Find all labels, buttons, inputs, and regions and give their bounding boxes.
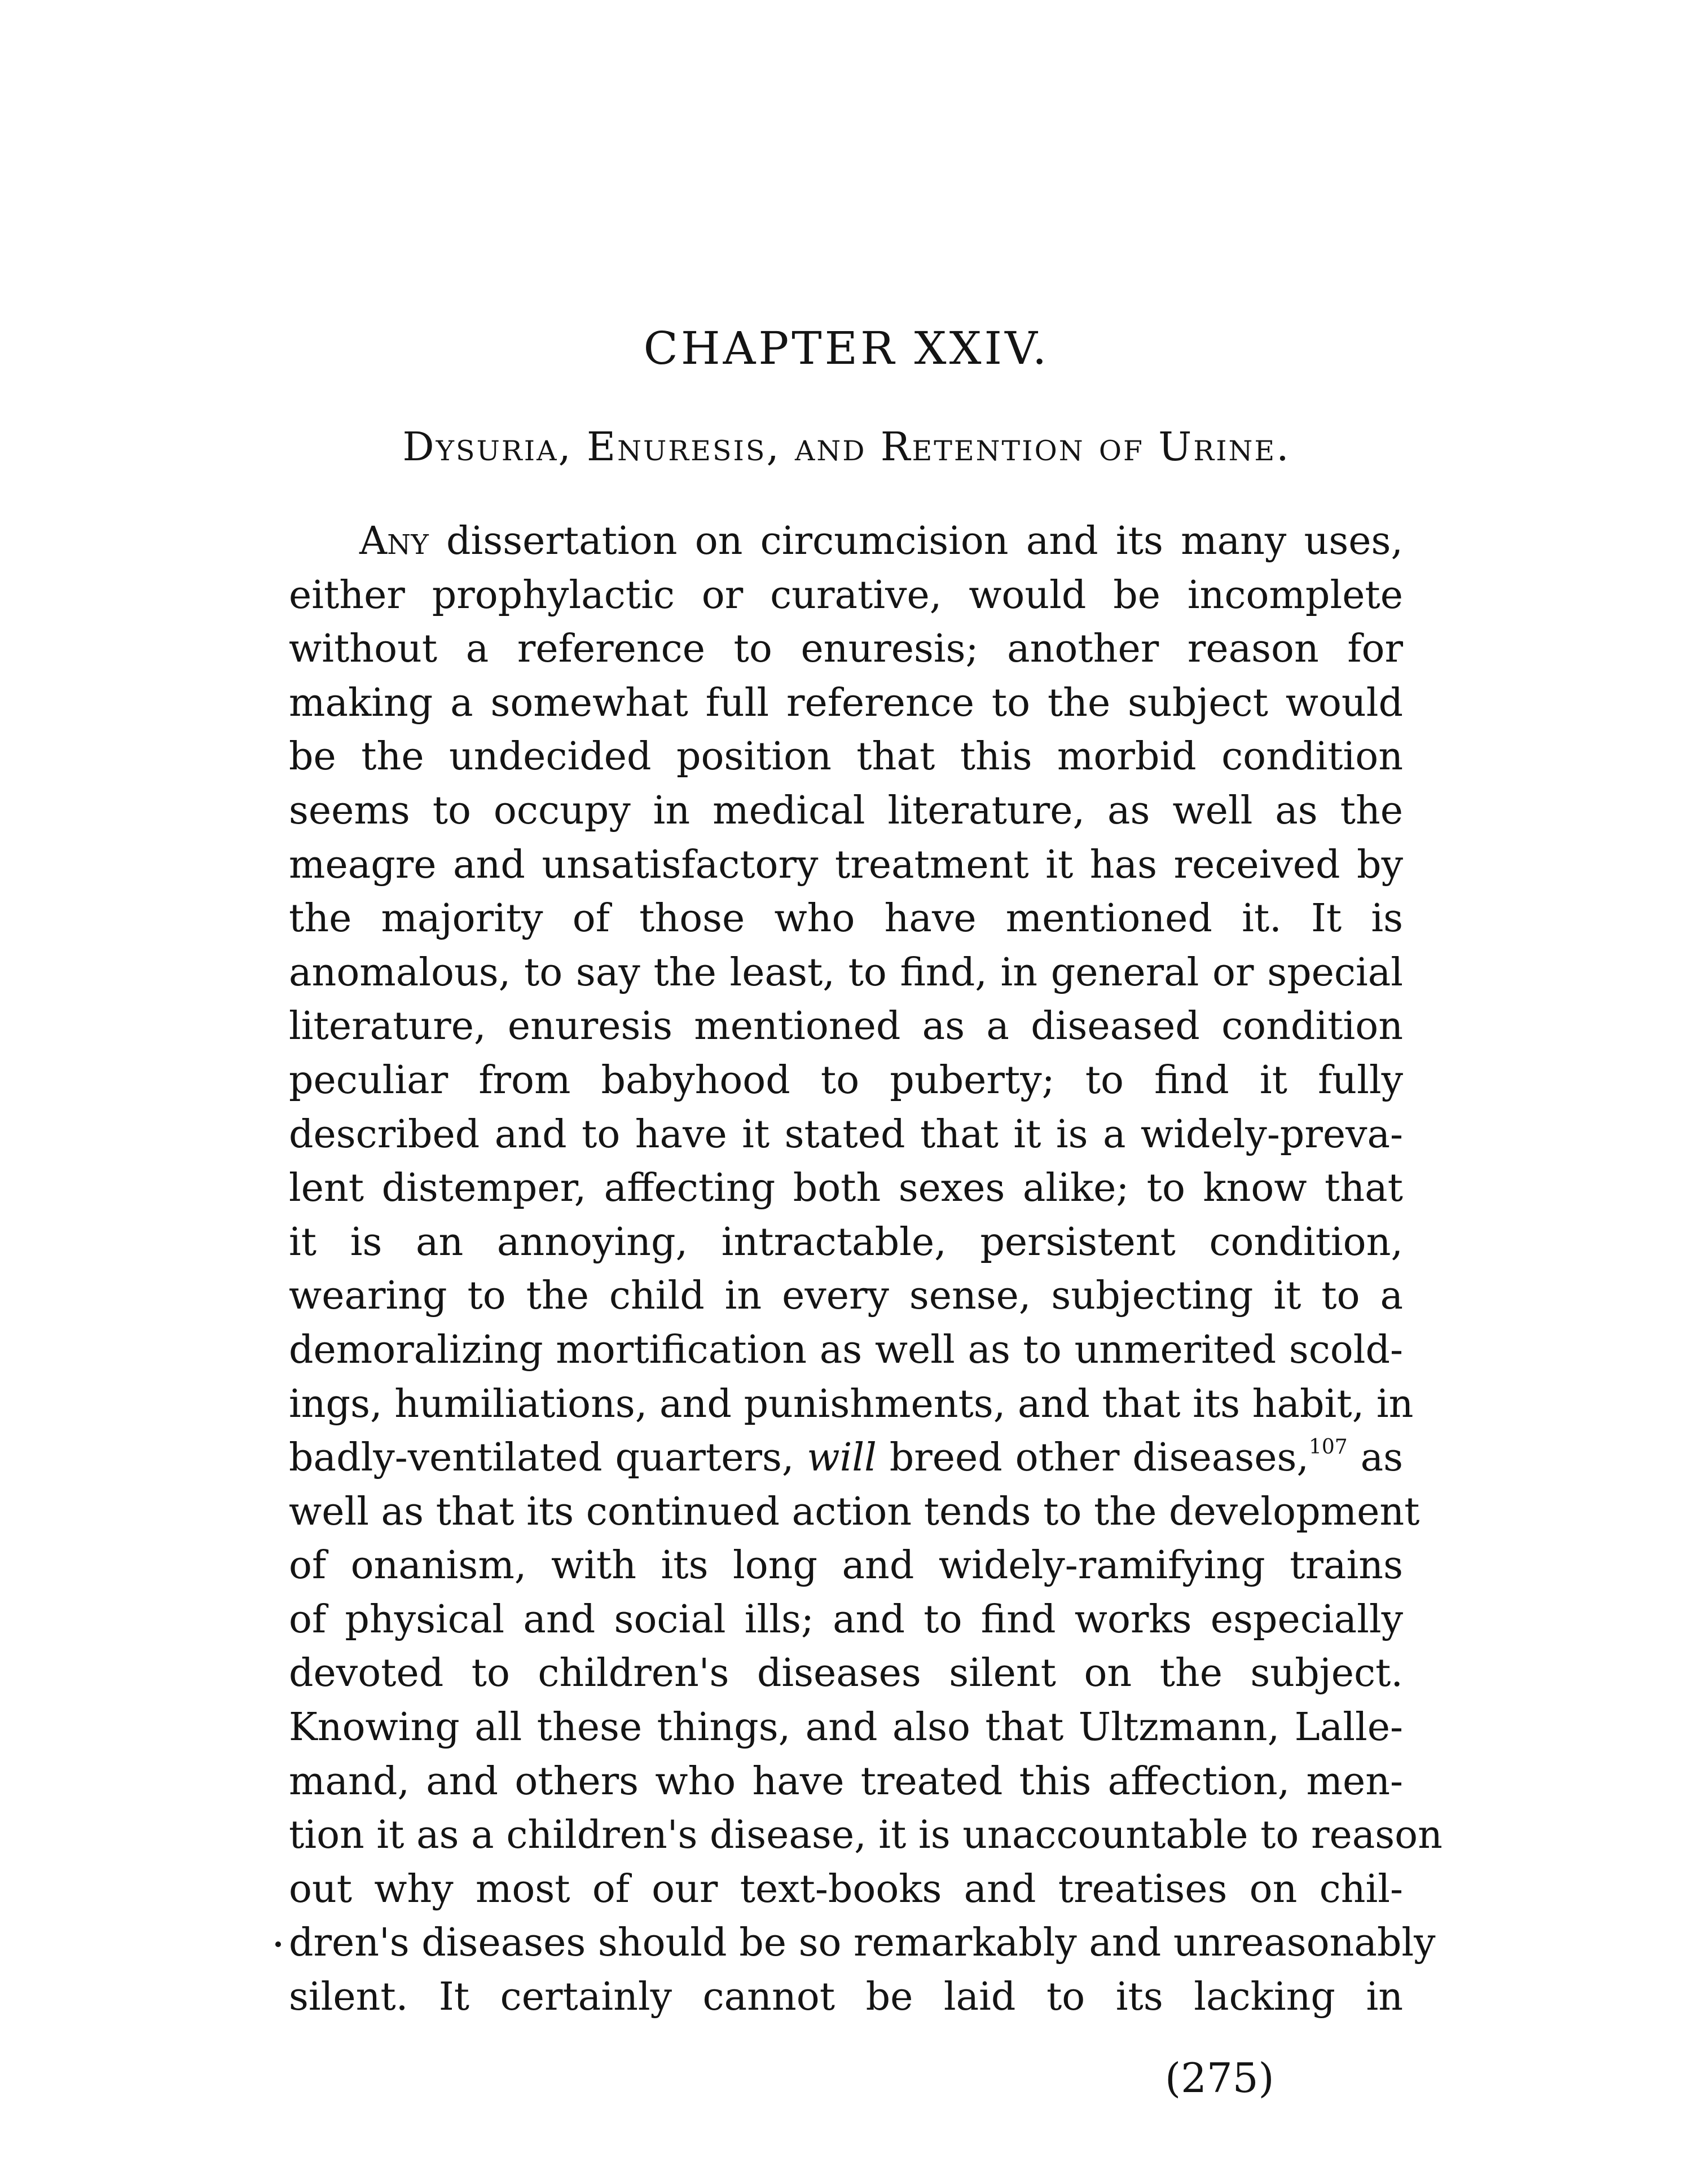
line-text: dissertation on circumcision and its many uses, [428,519,1403,563]
text-line: lent distemper, affecting both sexes alike; to know that [289,1166,1403,1211]
text-line: dren's diseases should be so remarkably and unreasonably [289,1921,1436,1966]
line-text: as [1347,1436,1404,1481]
text-line: wearing to the child in every sense, subjecting it to a [289,1274,1403,1319]
lead-word: Any [359,519,429,563]
text-line: be the undecided position that this morbid condition [289,734,1403,780]
text-line: tion it as a children's disease, it is unaccountable to reason [289,1813,1443,1858]
text-line: ings, humiliations, and punishments, and that its habit, in [289,1381,1414,1426]
text-line: Knowing all these things, and also that Ultzmann, Lalle- [289,1705,1403,1750]
italic-word: will [807,1436,877,1481]
text-line: meagre and unsatisfactory treatment it has received by [289,842,1403,887]
text-line: of onanism, with its long and widely-ramifying trains [289,1543,1403,1588]
chapter-title: CHAPTER XXIV. [643,322,1050,375]
print-speck [275,1941,281,1947]
text-line: seems to occupy in medical literature, as well as the [289,788,1403,833]
text-line: without a reference to enuresis; another reason for [289,627,1403,672]
text-line: demoralizing mortification as well as to unmerited scold- [289,1327,1403,1372]
text-line: anomalous, to say the least, to find, in general or special [289,950,1403,995]
text-line: of physical and social ills; and to find works especially [289,1597,1403,1642]
chapter-subtitle: Dysuria, Enuresis, and Retention of Urine. [402,424,1291,470]
text-line: mand, and others who have treated this affection, men- [289,1759,1403,1804]
text-line: making a somewhat full reference to the subject would [289,680,1403,725]
text-line: well as that its continued action tends to the development [289,1489,1420,1534]
line-text: breed other diseases, [876,1436,1309,1481]
text-line-with-footnote [289,1431,1403,1485]
footnote-reference[interactable]: 107 [1308,1436,1348,1459]
text-line: it is an annoying, intractable, persistent condition, [289,1219,1403,1265]
text-line: out why most of our text-books and treatises on chil- [289,1866,1403,1912]
page-number: (275) [1165,2054,1274,2102]
text-line: silent. It certainly cannot be laid to its lacking in [289,1975,1403,2020]
text-line: either prophylactic or curative, would be incomplete [289,573,1403,618]
text-line: literature, enuresis mentioned as a diseased condition [289,1004,1403,1049]
body-paragraph [289,514,1443,2024]
text-line: described and to have it stated that it is a widely-preva- [289,1112,1403,1157]
line-text: badly-ventilated quarters, [289,1436,807,1481]
text-line: peculiar from babyhood to puberty; to find it fully [289,1058,1403,1103]
text-line: devoted to children's diseases silent on the subject. [289,1651,1403,1696]
text-line [289,514,1403,569]
text-line: the majority of those who have mentioned it. It is [289,896,1403,941]
